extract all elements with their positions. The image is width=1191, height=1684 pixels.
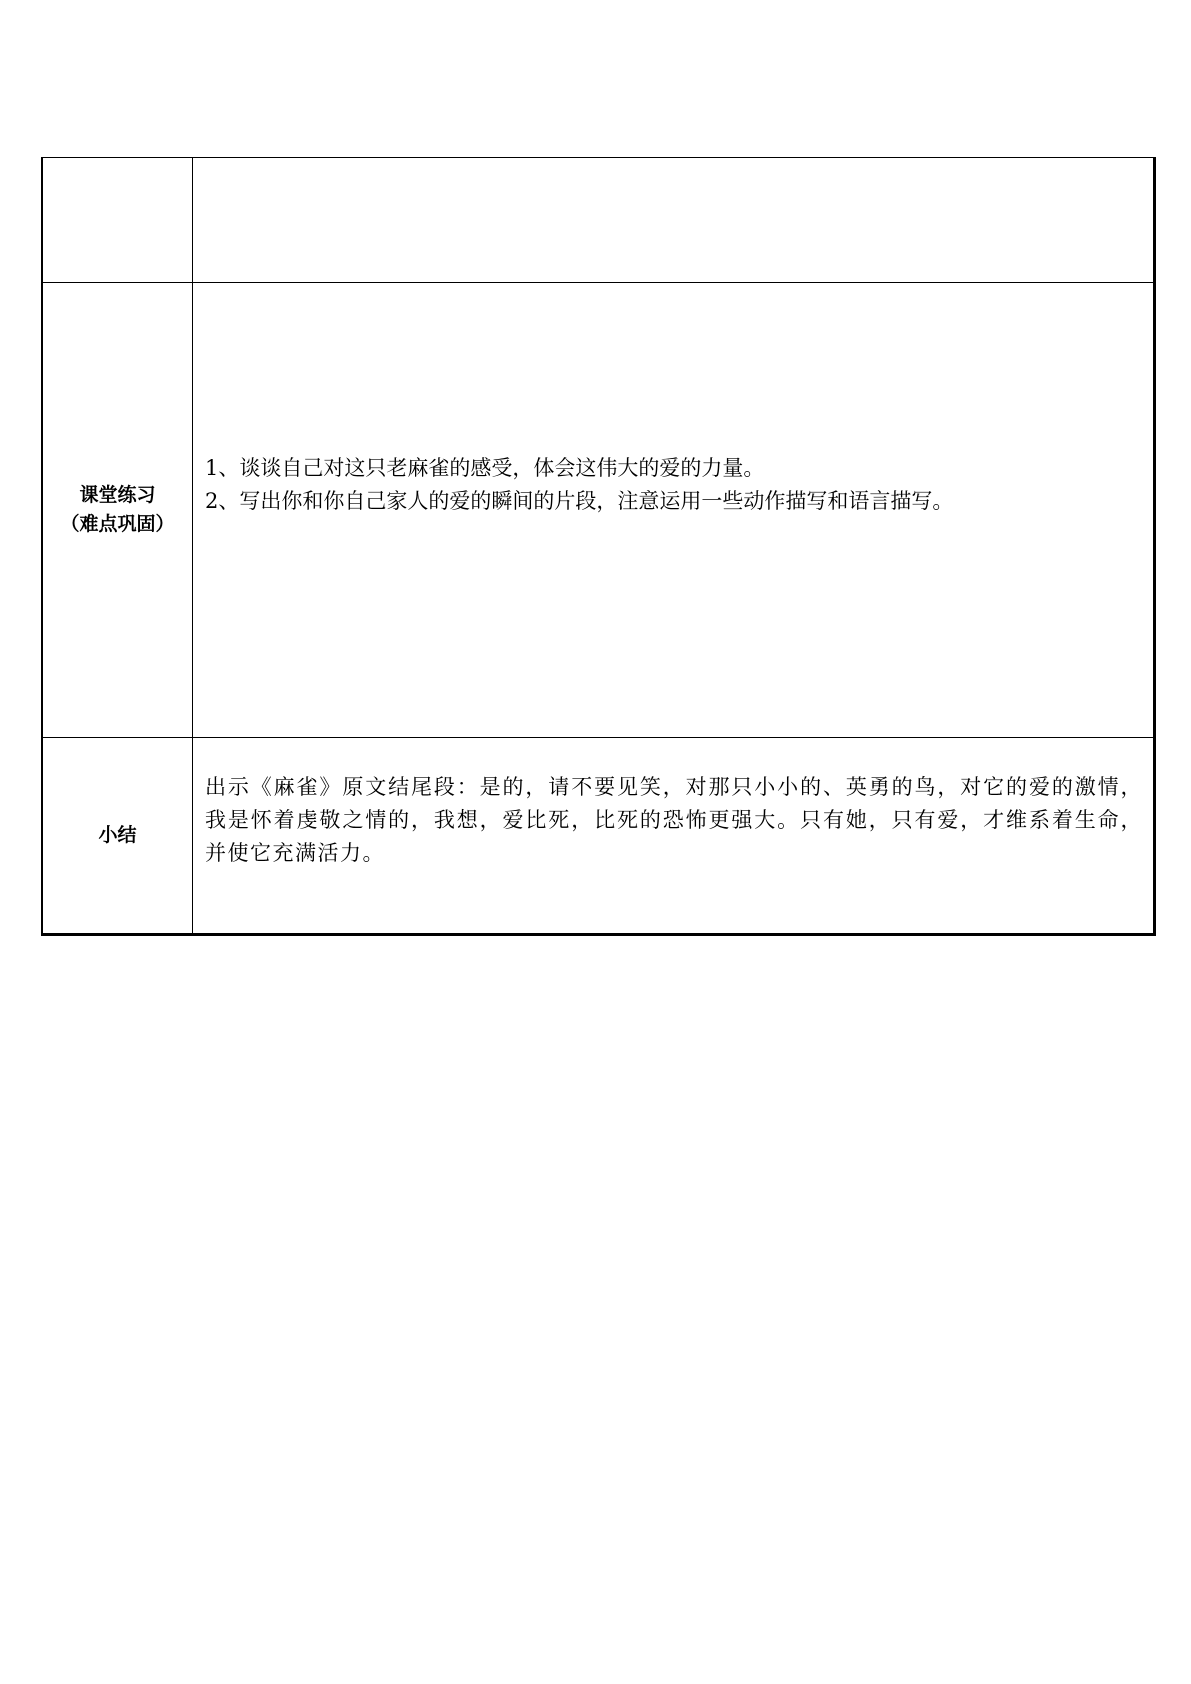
row-label-cell xyxy=(43,738,193,933)
row-label-cell xyxy=(43,283,193,737)
exercise-item: 1、谈谈自己对这只老麻雀的感受，体会这伟大的爱的力量。 xyxy=(205,456,765,480)
row-label-line: 课堂练习 xyxy=(79,484,156,506)
table-row xyxy=(43,158,1153,283)
row-content-cell xyxy=(193,283,1153,737)
table-row xyxy=(43,738,1153,933)
row-label-line: （难点巩固） xyxy=(60,513,175,535)
table-row xyxy=(43,283,1153,738)
lesson-plan-table xyxy=(41,157,1156,936)
summary-paragraph: 出示《麻雀》原文结尾段：是的，请不要见笑，对那只小小的、英勇的鸟，对它的爱的激情，我是怀着虔敬之情的，我想，爱比死，比死的恐怖更强大。只有她，只有爱，才维系着生命，并使它充满活力。 xyxy=(205,775,1143,865)
row-label-cell-empty xyxy=(43,158,193,282)
row-label-line: 小结 xyxy=(98,824,137,846)
row-content-cell-empty xyxy=(193,158,1153,282)
row-content-cell xyxy=(193,738,1153,933)
exercise-item: 2、写出你和你自己家人的爱的瞬间的片段，注意运用一些动作描写和语言描写。 xyxy=(205,489,954,513)
